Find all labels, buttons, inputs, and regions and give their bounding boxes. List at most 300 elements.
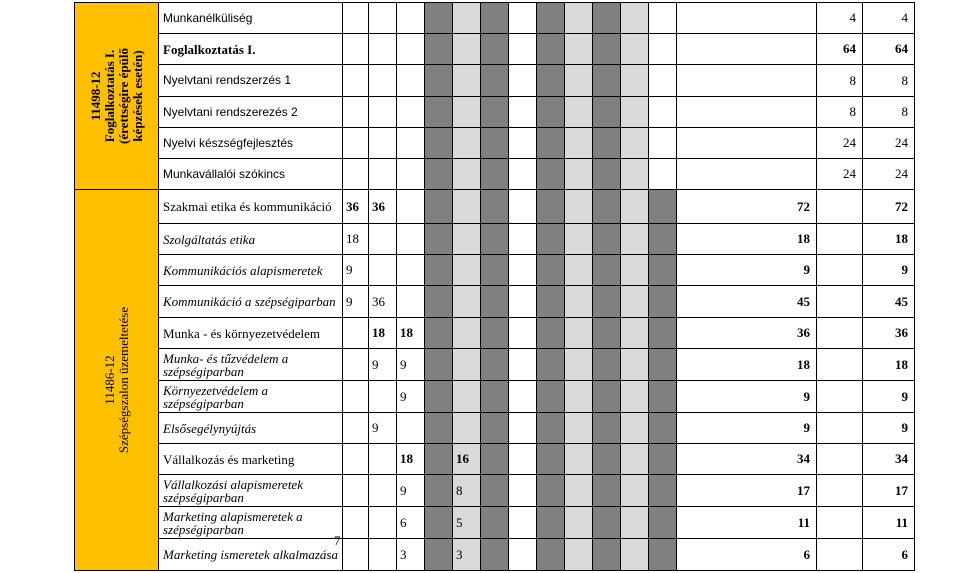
grid-cell <box>509 128 537 159</box>
grid-cell <box>537 539 565 571</box>
grid-cell <box>453 349 481 381</box>
grid-cell <box>453 65 481 97</box>
grid-cell <box>369 3 397 34</box>
grid-cell <box>397 190 425 224</box>
grid-cell <box>677 97 817 128</box>
subject-name: Munka- és tűzvédelem a szépségiparban <box>159 349 343 381</box>
grid-cell <box>621 159 649 190</box>
hour-value: 18 <box>863 349 915 381</box>
hour-value: 34 <box>677 444 817 475</box>
grid-cell <box>509 349 537 381</box>
grid-cell <box>565 255 593 286</box>
grid-cell <box>481 381 509 413</box>
grid-cell <box>817 190 863 224</box>
grid-cell <box>425 318 453 349</box>
module-cell <box>75 3 159 190</box>
grid-cell <box>425 413 453 444</box>
hour-value: 24 <box>817 159 863 190</box>
table-row <box>75 128 915 159</box>
hour-value: 36 <box>369 190 397 224</box>
table-row <box>75 475 915 507</box>
grid-cell <box>621 475 649 507</box>
grid-cell <box>481 128 509 159</box>
grid-cell <box>649 190 677 224</box>
grid-cell <box>537 318 565 349</box>
grid-cell <box>453 255 481 286</box>
grid-cell <box>481 97 509 128</box>
grid-cell <box>621 3 649 34</box>
grid-cell <box>621 190 649 224</box>
hour-value: 18 <box>397 318 425 349</box>
grid-cell <box>621 128 649 159</box>
grid-cell <box>565 3 593 34</box>
grid-cell <box>481 159 509 190</box>
hour-value: 9 <box>677 255 817 286</box>
grid-cell <box>565 286 593 318</box>
subject-name: Munkavállalói szókincs <box>159 159 343 190</box>
grid-cell <box>649 159 677 190</box>
grid-cell <box>425 475 453 507</box>
grid-cell <box>397 65 425 97</box>
grid-cell <box>397 34 425 65</box>
hour-value: 18 <box>677 349 817 381</box>
grid-cell <box>817 475 863 507</box>
grid-cell <box>397 97 425 128</box>
grid-cell <box>537 97 565 128</box>
hour-value: 9 <box>397 349 425 381</box>
grid-cell <box>649 224 677 255</box>
hour-value: 9 <box>677 413 817 444</box>
grid-cell <box>621 444 649 475</box>
grid-cell <box>397 128 425 159</box>
hour-value: 3 <box>397 539 425 571</box>
hour-value: 9 <box>369 349 397 381</box>
module-label: 11486-12 Szépségszalon üzemeltetése <box>101 306 131 454</box>
grid-cell <box>481 507 509 539</box>
hour-value: 11 <box>863 507 915 539</box>
grid-cell <box>509 286 537 318</box>
grid-cell <box>343 539 369 571</box>
subject-name: Szakmai etika és kommunikáció <box>159 190 343 224</box>
grid-cell <box>425 97 453 128</box>
grid-cell <box>453 413 481 444</box>
grid-cell <box>817 318 863 349</box>
table-row <box>75 539 915 571</box>
hour-value: 72 <box>863 190 915 224</box>
grid-cell <box>565 97 593 128</box>
grid-cell <box>453 3 481 34</box>
hour-value: 9 <box>397 475 425 507</box>
grid-cell <box>509 224 537 255</box>
hour-value: 18 <box>369 318 397 349</box>
grid-cell <box>621 97 649 128</box>
curriculum-table <box>74 2 915 571</box>
hour-value: 36 <box>343 190 369 224</box>
grid-cell <box>453 34 481 65</box>
hour-value: 4 <box>863 3 915 34</box>
module-label: 11498-12 Foglalkoztatás I. (érettségire épülő képzések esetén) <box>87 48 145 144</box>
grid-cell <box>369 444 397 475</box>
grid-cell <box>537 224 565 255</box>
grid-cell <box>817 349 863 381</box>
grid-cell <box>369 65 397 97</box>
subject-name: Szolgáltatás etika <box>159 224 343 255</box>
subject-name: Vállalkozás és marketing <box>159 444 343 475</box>
grid-cell <box>397 413 425 444</box>
grid-cell <box>621 286 649 318</box>
grid-cell <box>649 318 677 349</box>
grid-cell <box>481 190 509 224</box>
grid-cell <box>425 255 453 286</box>
grid-cell <box>369 224 397 255</box>
grid-cell <box>565 190 593 224</box>
grid-cell <box>481 3 509 34</box>
hour-value: 9 <box>369 413 397 444</box>
grid-cell <box>509 97 537 128</box>
table-row <box>75 255 915 286</box>
grid-cell <box>537 159 565 190</box>
hour-value: 9 <box>343 255 369 286</box>
grid-cell <box>593 3 621 34</box>
grid-cell <box>425 3 453 34</box>
grid-cell <box>425 190 453 224</box>
grid-cell <box>369 539 397 571</box>
grid-cell <box>621 507 649 539</box>
hour-value: 6 <box>863 539 915 571</box>
table-row <box>75 507 915 539</box>
grid-cell <box>677 34 817 65</box>
grid-cell <box>343 65 369 97</box>
page-number: 7 <box>334 533 341 548</box>
grid-cell <box>369 475 397 507</box>
grid-cell <box>481 444 509 475</box>
grid-cell <box>425 159 453 190</box>
hour-value: 9 <box>397 381 425 413</box>
grid-cell <box>343 507 369 539</box>
grid-cell <box>593 255 621 286</box>
hour-value: 9 <box>343 286 369 318</box>
subject-name: Vállalkozási alapismeretek szépségiparban <box>159 475 343 507</box>
grid-cell <box>509 539 537 571</box>
grid-cell <box>593 318 621 349</box>
table-row <box>75 444 915 475</box>
module-cell <box>75 190 159 571</box>
grid-cell <box>649 539 677 571</box>
grid-cell <box>565 159 593 190</box>
grid-cell <box>565 539 593 571</box>
hour-value: 18 <box>677 224 817 255</box>
hour-value: 24 <box>863 128 915 159</box>
grid-cell <box>649 381 677 413</box>
grid-cell <box>397 255 425 286</box>
grid-cell <box>481 224 509 255</box>
grid-cell <box>621 224 649 255</box>
grid-cell <box>481 413 509 444</box>
hour-value: 24 <box>817 128 863 159</box>
grid-cell <box>537 444 565 475</box>
hour-value: 11 <box>677 507 817 539</box>
grid-cell <box>453 381 481 413</box>
grid-cell <box>453 286 481 318</box>
grid-cell <box>649 3 677 34</box>
hour-value: 9 <box>863 413 915 444</box>
grid-cell <box>537 190 565 224</box>
grid-cell <box>537 34 565 65</box>
grid-cell <box>343 349 369 381</box>
hour-value: 9 <box>863 381 915 413</box>
subject-name: Marketing ismeretek alkalmazása <box>159 539 343 571</box>
grid-cell <box>593 475 621 507</box>
grid-cell <box>425 65 453 97</box>
hour-value: 18 <box>343 224 369 255</box>
grid-cell <box>425 34 453 65</box>
hour-value: 16 <box>453 444 481 475</box>
grid-cell <box>593 413 621 444</box>
grid-cell <box>509 444 537 475</box>
grid-cell <box>481 539 509 571</box>
grid-cell <box>649 413 677 444</box>
subject-name: Nyelvi készségfejlesztés <box>159 128 343 159</box>
grid-cell <box>369 34 397 65</box>
grid-cell <box>369 97 397 128</box>
subject-name: Kommunikációs alapismeretek <box>159 255 343 286</box>
grid-cell <box>649 128 677 159</box>
grid-cell <box>537 128 565 159</box>
grid-cell <box>453 97 481 128</box>
grid-cell <box>621 381 649 413</box>
grid-cell <box>565 349 593 381</box>
hour-value: 34 <box>863 444 915 475</box>
grid-cell <box>817 444 863 475</box>
grid-cell <box>481 286 509 318</box>
grid-cell <box>425 128 453 159</box>
grid-cell <box>343 34 369 65</box>
grid-cell <box>343 128 369 159</box>
grid-cell <box>649 475 677 507</box>
hour-value: 9 <box>863 255 915 286</box>
hour-value: 45 <box>677 286 817 318</box>
grid-cell <box>425 349 453 381</box>
grid-cell <box>677 159 817 190</box>
hour-value: 8 <box>863 65 915 97</box>
subject-name: Elsősegélynyújtás <box>159 413 343 444</box>
grid-cell <box>509 413 537 444</box>
hour-value: 5 <box>453 507 481 539</box>
grid-cell <box>593 190 621 224</box>
hour-value: 17 <box>677 475 817 507</box>
grid-cell <box>537 413 565 444</box>
grid-cell <box>343 159 369 190</box>
table-row <box>75 3 915 34</box>
hour-value: 72 <box>677 190 817 224</box>
grid-cell <box>565 413 593 444</box>
grid-cell <box>453 190 481 224</box>
grid-cell <box>509 190 537 224</box>
grid-cell <box>369 507 397 539</box>
grid-cell <box>343 413 369 444</box>
table-row <box>75 159 915 190</box>
grid-cell <box>537 475 565 507</box>
grid-cell <box>677 128 817 159</box>
hour-value: 6 <box>397 507 425 539</box>
grid-cell <box>565 224 593 255</box>
grid-cell <box>343 444 369 475</box>
hour-value: 3 <box>453 539 481 571</box>
hour-value: 8 <box>863 97 915 128</box>
grid-cell <box>649 507 677 539</box>
grid-cell <box>621 349 649 381</box>
grid-cell <box>565 444 593 475</box>
hour-value: 18 <box>397 444 425 475</box>
hour-value: 9 <box>677 381 817 413</box>
grid-cell <box>817 381 863 413</box>
grid-cell <box>621 413 649 444</box>
grid-cell <box>537 65 565 97</box>
hour-value: 8 <box>453 475 481 507</box>
grid-cell <box>593 34 621 65</box>
grid-cell <box>593 381 621 413</box>
hour-value: 64 <box>863 34 915 65</box>
grid-cell <box>481 255 509 286</box>
grid-cell <box>817 286 863 318</box>
grid-cell <box>565 318 593 349</box>
grid-cell <box>817 255 863 286</box>
grid-cell <box>677 65 817 97</box>
grid-cell <box>481 349 509 381</box>
grid-cell <box>593 507 621 539</box>
grid-cell <box>425 507 453 539</box>
grid-cell <box>343 381 369 413</box>
grid-cell <box>621 255 649 286</box>
table-row <box>75 349 915 381</box>
grid-cell <box>537 3 565 34</box>
grid-cell <box>621 318 649 349</box>
grid-cell <box>343 97 369 128</box>
table-row <box>75 318 915 349</box>
grid-cell <box>397 224 425 255</box>
grid-cell <box>369 159 397 190</box>
grid-cell <box>425 286 453 318</box>
grid-cell <box>425 381 453 413</box>
table-row <box>75 97 915 128</box>
grid-cell <box>343 475 369 507</box>
grid-cell <box>509 318 537 349</box>
hour-value: 36 <box>863 318 915 349</box>
subject-name: Foglalkoztatás I. <box>159 34 343 65</box>
grid-cell <box>565 507 593 539</box>
table-row <box>75 381 915 413</box>
table-row <box>75 224 915 255</box>
grid-cell <box>621 34 649 65</box>
grid-cell <box>537 381 565 413</box>
grid-cell <box>509 34 537 65</box>
grid-cell <box>817 224 863 255</box>
grid-cell <box>453 128 481 159</box>
grid-cell <box>649 34 677 65</box>
table-row <box>75 34 915 65</box>
grid-cell <box>649 97 677 128</box>
grid-cell <box>369 255 397 286</box>
grid-cell <box>593 349 621 381</box>
grid-cell <box>509 255 537 286</box>
hour-value: 18 <box>863 224 915 255</box>
grid-cell <box>649 286 677 318</box>
grid-cell <box>453 224 481 255</box>
hour-value: 24 <box>863 159 915 190</box>
subject-name: Munka - és környezetvédelem <box>159 318 343 349</box>
grid-cell <box>593 444 621 475</box>
grid-cell <box>565 381 593 413</box>
grid-cell <box>817 539 863 571</box>
grid-cell <box>343 318 369 349</box>
grid-cell <box>425 224 453 255</box>
grid-cell <box>649 255 677 286</box>
grid-cell <box>425 444 453 475</box>
grid-cell <box>509 3 537 34</box>
subject-name: Marketing alapismeretek a szépségiparban <box>159 507 343 539</box>
grid-cell <box>593 97 621 128</box>
subject-name: Nyelvtani rendszerzés 1 <box>159 65 343 97</box>
hour-value: 8 <box>817 97 863 128</box>
grid-cell <box>817 413 863 444</box>
grid-cell <box>649 65 677 97</box>
hour-value: 4 <box>817 3 863 34</box>
grid-cell <box>369 381 397 413</box>
grid-cell <box>343 3 369 34</box>
grid-cell <box>509 475 537 507</box>
grid-cell <box>677 3 817 34</box>
table-row <box>75 65 915 97</box>
grid-cell <box>509 381 537 413</box>
hour-value: 6 <box>677 539 817 571</box>
grid-cell <box>425 539 453 571</box>
grid-cell <box>565 34 593 65</box>
subject-name: Nyelvtani rendszerezés 2 <box>159 97 343 128</box>
hour-value: 64 <box>817 34 863 65</box>
subject-name: Környezetvédelem a szépségiparban <box>159 381 343 413</box>
grid-cell <box>453 318 481 349</box>
grid-cell <box>481 318 509 349</box>
grid-cell <box>593 539 621 571</box>
grid-cell <box>481 475 509 507</box>
grid-cell <box>453 159 481 190</box>
grid-cell <box>593 65 621 97</box>
grid-cell <box>565 128 593 159</box>
grid-cell <box>369 128 397 159</box>
grid-cell <box>481 65 509 97</box>
grid-cell <box>649 444 677 475</box>
grid-cell <box>397 159 425 190</box>
grid-cell <box>537 286 565 318</box>
grid-cell <box>621 539 649 571</box>
hour-value: 36 <box>677 318 817 349</box>
hour-value: 8 <box>817 65 863 97</box>
grid-cell <box>593 286 621 318</box>
grid-cell <box>593 128 621 159</box>
grid-cell <box>621 65 649 97</box>
grid-cell <box>509 507 537 539</box>
grid-cell <box>565 475 593 507</box>
hour-value: 45 <box>863 286 915 318</box>
table-row <box>75 286 915 318</box>
grid-cell <box>537 255 565 286</box>
grid-cell <box>397 286 425 318</box>
table-row <box>75 190 915 224</box>
grid-cell <box>537 507 565 539</box>
grid-cell <box>565 65 593 97</box>
grid-cell <box>509 65 537 97</box>
grid-cell <box>593 224 621 255</box>
